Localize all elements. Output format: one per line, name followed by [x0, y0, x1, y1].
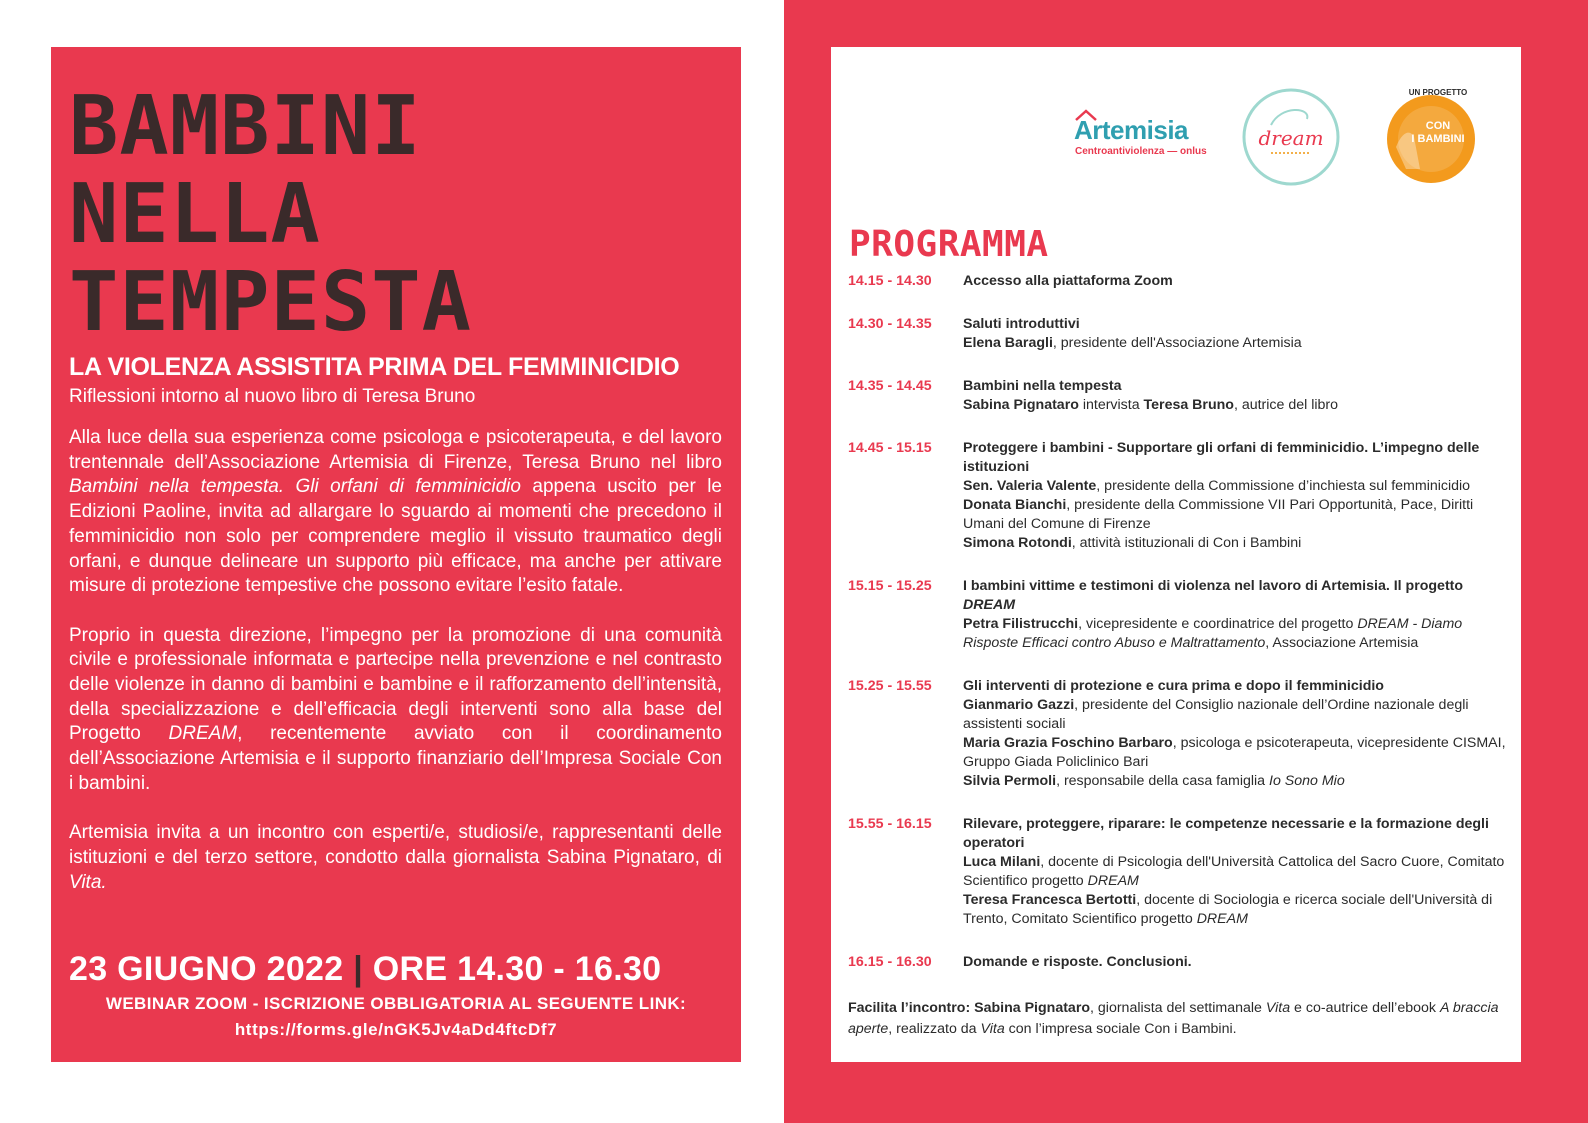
program-title: PROGRAMMA: [849, 224, 1049, 265]
session-time: 14.30 - 14.35: [848, 316, 932, 332]
description-text: [69, 426, 722, 920]
svg-text:CON: CON: [1425, 120, 1451, 132]
session-time: 15.15 - 15.25: [848, 578, 932, 594]
speaker: Maria Grazia Foschino Barbaro, psicologa e psicoterapeuta, vicepresidente CISMAI, Gruppo Giada Policlinico Bari: [963, 735, 1506, 770]
speaker: Petra Filistrucchi, vicepresidente e coordinatrice del progetto DREAM - Diamo Risposte Efficaci contro Abuso e Maltrattamento, Associazione Artemisia: [963, 616, 1463, 651]
svg-text:UN PROGETTO: UN PROGETTO: [1408, 88, 1468, 97]
speaker: Donata Bianchi, presidente della Commissione VII Pari Opportunità, Pace, Diritti Umani del Comune di Firenze: [963, 497, 1474, 532]
event-date-time: [69, 950, 661, 989]
registration-link[interactable]: https://forms.gle/nGK5Jv4aDd4ftcDf7: [234, 1020, 558, 1039]
date-separator: |: [353, 950, 364, 988]
session-time: 15.25 - 15.55: [848, 678, 932, 694]
book-title: Bambini nella tempesta. Gli orfani di femminicidio: [69, 476, 521, 498]
event-description-panel: [51, 47, 741, 1062]
con-i-bambini-badge-icon: [1376, 77, 1486, 187]
subtitle: LA VIOLENZA ASSISTITA PRIMA DEL FEMMINICIDIO: [69, 353, 680, 381]
session-time: 16.15 - 16.30: [848, 954, 932, 970]
session-title: Saluti introduttivi: [963, 316, 1080, 332]
speaker: Luca Milani, docente di Psicologia dell'Università Cattolica del Sacro Cuore, Comitato Scientifico progetto DREAM: [963, 854, 1505, 889]
program-panel: [831, 47, 1521, 1062]
schedule-list: [848, 272, 1508, 972]
session-time: 14.15 - 14.30: [848, 273, 932, 289]
paragraph-3: Artemisia invita a un incontro con esperti/e, studiosi/e, rappresentanti delle istituzioni e del terzo settore, condotto dalla giornalista Sabina Pignataro, di Vita.: [69, 822, 722, 893]
webinar-info: WEBINAR ZOOM - ISCRIZIONE OBBLIGATORIA AL SEGUENTE LINK:: [105, 994, 687, 1013]
session-title: Domande e risposte. Conclusioni.: [963, 954, 1192, 970]
session-title: Gli interventi di protezione e cura prima e dopo il femminicidio: [963, 678, 1384, 694]
schedule-item: [848, 577, 1508, 653]
svg-text:dream: dream: [1258, 126, 1324, 150]
paragraph-1: Alla luce della sua esperienza come psicologa e psicoterapeuta, e del lavoro trentennale dell’Associazione Artemisia di Firenze, Teresa Bruno nel libro Bambini nella tempesta. Gli orfani di femminicidio appena uscito per le Edizioni Paoline, invita ad allargare lo sguardo ai momenti che precedono il femminicidio non solo per comprendere meglio il vissuto traumatico degli orfani, e dunque delineare un supporto più efficace, ma anche per attivare misure di protezione tempestive che possono evitare l’esito fatale.: [69, 427, 722, 597]
tagline: Riflessioni intorno al nuovo libro di Teresa Bruno: [69, 386, 476, 407]
dream-logo: [1241, 87, 1341, 187]
speaker: Elena Baragli, presidente dell'Associazione Artemisia: [963, 335, 1302, 351]
session-title: I bambini vittime e testimoni di violenza nel lavoro di Artemisia. Il progetto DREAM: [963, 578, 1464, 613]
speaker: Teresa Francesca Bertotti, docente di Sociologia e ricerca sociale dell'Università di Trento, Comitato Scientifico progetto DREAM: [963, 892, 1493, 927]
session-title: Bambini nella tempesta: [963, 378, 1122, 394]
session-title: Proteggere i bambini - Supportare gli orfani di femminicidio. L’impegno delle istituzioni: [963, 440, 1480, 475]
dream-circle-icon: [1241, 87, 1341, 187]
title-line-2: NELLA: [69, 167, 321, 262]
session-time: 14.45 - 15.15: [848, 440, 932, 456]
session-title: Accesso alla piattaforma Zoom: [963, 273, 1173, 289]
speaker: Silvia Permoli, responsabile della casa famiglia Io Sono Mio: [963, 773, 1345, 789]
schedule-item: [848, 377, 1508, 415]
schedule-item: [848, 815, 1508, 929]
schedule-item: [848, 953, 1508, 972]
schedule-item: [848, 677, 1508, 791]
title-line-3: TEMPESTA: [69, 255, 472, 350]
con-i-bambini-logo: [1376, 77, 1486, 187]
svg-text:I BAMBINI: I BAMBINI: [1411, 133, 1465, 145]
session-time: 14.35 - 14.45: [848, 378, 932, 394]
schedule-item: [848, 272, 1508, 291]
main-title: [69, 79, 472, 350]
facilitator-label: Facilita l’incontro: Sabina Pignataro: [848, 1000, 1091, 1016]
session-title: Rilevare, proteggere, riparare: le competenze necessarie e la formazione degli operatori: [963, 816, 1489, 851]
speaker: Gianmario Gazzi, presidente del Consiglio nazionale dell’Ordine nazionale degli assistenti sociali: [963, 697, 1469, 732]
facilitator-note: Facilita l’incontro: Sabina Pignataro, giornalista del settimanale Vita e co-autrice dell’ebook A braccia aperte, realizzato da Vita con l’impresa sociale Con i Bambini.: [848, 1000, 1499, 1037]
schedule-item: [848, 439, 1508, 553]
artemisia-name: Artemisia: [1074, 115, 1188, 145]
session-time: 15.55 - 16.15: [848, 816, 932, 832]
schedule-item: [848, 315, 1508, 353]
project-name: DREAM: [168, 723, 238, 745]
artemisia-subtitle: Centroantiviolenza — onlus: [1075, 146, 1207, 157]
paragraph-2: Proprio in questa direzione, l’impegno per la promozione di una comunità civile e professionale informata e partecipe nella prevenzione e nel contrasto delle violenze in danno di bambini e bambine e il rafforzamento dell’intensità, della specializzazione e dell’efficacia degli interventi sono alla base del Progetto DREAM, recentemente avviato con il coordinamento dell’Associazione Artemisia e il supporto finanziario dell’Impresa Sociale Con i bambini.: [69, 624, 722, 794]
title-line-1: BAMBINI: [69, 79, 422, 174]
speaker: Simona Rotondi, attività istituzionali di Con i Bambini: [963, 535, 1302, 551]
event-time: ORE 14.30 - 16.30: [372, 950, 662, 988]
speaker: Sabina Pignataro intervista Teresa Bruno, autrice del libro: [963, 397, 1339, 413]
artemisia-logo: [1074, 115, 1214, 159]
event-date: 23 GIUGNO 2022: [69, 950, 344, 988]
magazine-name: Vita.: [69, 871, 107, 893]
speaker: Sen. Valeria Valente, presidente della Commissione d’inchiesta sul femminicidio: [963, 478, 1471, 494]
